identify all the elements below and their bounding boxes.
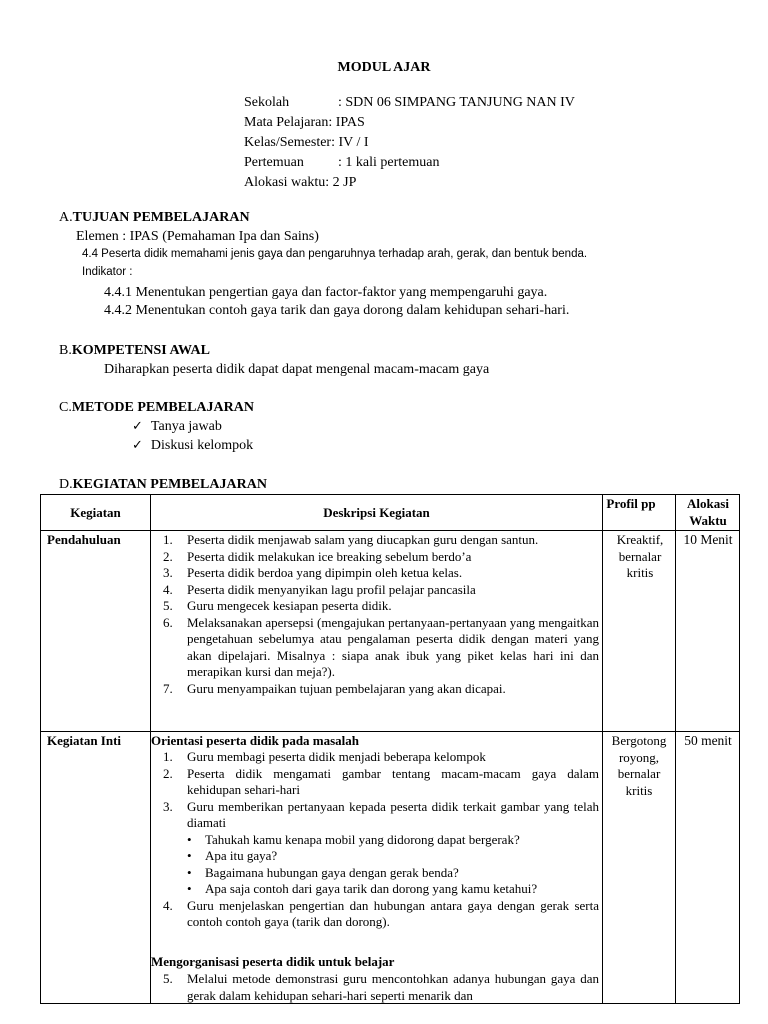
section-letter: C.: [59, 400, 72, 415]
info-label: Pertemuan: [244, 155, 304, 170]
question-text: Tahukah kamu kenapa mobil yang didorong dapat bergerak?: [205, 831, 520, 847]
section-title: KEGIATAN PEMBELAJARAN: [72, 477, 267, 492]
question-item: • Apa itu gaya?: [187, 848, 278, 863]
indikator-1: 4.4.1 Menentukan pengertian gaya dan factor-faktor yang mempengaruhi gaya.: [104, 285, 548, 300]
pendahuluan-waktu: 10 Menit: [683, 532, 733, 547]
list-item: 1. Peserta didik menjawab salam yang diucapkan guru dengan santun.: [163, 532, 539, 547]
info-label: Sekolah: [244, 95, 290, 110]
section-letter: B.: [59, 343, 72, 358]
header-kegiatan: Kegiatan: [70, 505, 121, 520]
section-title: KOMPETENSI AWAL: [71, 343, 210, 358]
info-label: Mata Pelajaran: [244, 115, 329, 130]
capaian-text: 4.4 Peserta didik memahami jenis gaya dan pengaruhnya terhadap arah, gerak, dan bentuk benda.: [82, 248, 588, 260]
kompetensi-awal-text: Diharapkan peserta didik dapat dapat mengenal macam-macam gaya: [104, 362, 490, 377]
list-item: 3. Guru memberikan pertanyaan kepada peserta didik terkait gambar yang telah diamati • Tahukah kamu kenapa mobil yang didorong dapat bergerak? • Apa itu gaya? • Bagaimana hubungan gaya dengan gerak benda? • Apa saja contoh dari gaya tarik dan dorong yang kamu ketahui?: [151, 799, 599, 898]
inti-list: [151, 749, 599, 931]
subheading-orientasi: Orientasi peserta didik pada masalah: [151, 733, 360, 748]
info-row-mapel: [244, 113, 365, 133]
section-b-heading: [59, 342, 210, 359]
list-item-text: Peserta didik menjawab salam yang diucapkan guru dengan santun.: [187, 532, 539, 547]
section-title: METODE PEMBELAJARAN: [71, 400, 254, 415]
pendahuluan-list: [151, 532, 599, 697]
list-item-text: Peserta didik menyanyikan lagu profil pelajar pancasila: [187, 581, 476, 597]
list-item-text: Melalui metode demonstrasi guru mencontohkan adanya hubungan gaya dan gerak dalam kehidupan sehari-hari seperti menarik dan: [187, 971, 599, 1003]
subheading-organisasi: Mengorganisasi peserta didik untuk belajar: [151, 954, 395, 969]
info-label: Alokasi waktu: [244, 175, 326, 190]
list-item-text: Peserta didik melakukan ice breaking sebelum berdo’a: [187, 548, 472, 564]
section-a-heading: [59, 209, 250, 226]
list-item-text: Guru menjelaskan pengertian dan hubungan antara gaya dengan gerak serta contoh contoh gaya (tarik dan dorong).: [187, 897, 599, 929]
list-item-text: Peserta didik mengamati gambar tentang macam-macam gaya dalam kehidupan sehari-hari: [187, 765, 599, 797]
table-divider: [41, 530, 739, 531]
metode-item: [132, 437, 253, 454]
inti-waktu: 50 menit: [684, 733, 732, 748]
question-item: • Tahukah kamu kenapa mobil yang didorong dapat bergerak?: [187, 831, 520, 847]
indikator-label: Indikator :: [82, 266, 133, 278]
list-item: 4. Guru menjelaskan pengertian dan hubungan antara gaya dengan gerak serta contoh contoh gaya (tarik dan dorong).: [163, 897, 599, 929]
metode-label: Tanya jawab: [150, 419, 222, 434]
kegiatan-table: [40, 494, 740, 1004]
info-value: : 1 kali pertemuan: [338, 155, 440, 170]
header-alokasi: Alokasi Waktu: [687, 496, 729, 528]
list-item: 6. Melaksanakan apersepsi (mengajukan pertanyaan-pertanyaan yang mengaitkan pengetahuan sebelumya atau pengalaman peserta didik dengan materi yang akan dipelajari. Misalnya : siapa anak ibuk yang piket kelas hari ini dan merapikan kursi dan meja?).: [163, 614, 599, 679]
info-row-sekolah: [244, 93, 575, 113]
pendahuluan-profil: Kreaktif, bernalar kritis: [616, 532, 664, 580]
list-item: 1. Guru membagi peserta didik menjadi beberapa kelompok: [163, 749, 486, 764]
metode-label: Diskusi kelompok: [150, 438, 254, 453]
table-divider: [41, 731, 739, 732]
info-label: Kelas/Semester: [244, 135, 332, 150]
table-divider: [675, 495, 676, 1003]
question-text: Apa itu gaya?: [205, 848, 278, 863]
list-item: 7. Guru menyampaikan tujuan pembelajaran yang akan dicapai.: [163, 680, 506, 696]
question-text: Apa saja contoh dari gaya tarik dan dorong yang kamu ketahui?: [205, 881, 538, 896]
info-row-kelas: [244, 133, 369, 153]
header-profil: Profil pp: [606, 496, 656, 511]
list-item-text: Guru memberikan pertanyaan kepada peserta didik terkait gambar yang telah diamati: [187, 798, 599, 830]
list-item: 5. Guru mengecek kesiapan peserta didik.: [163, 598, 392, 613]
section-title: TUJUAN PEMBELAJARAN: [72, 210, 250, 225]
info-value: : IPAS: [328, 115, 365, 130]
list-item-text: Guru mengecek kesiapan peserta didik.: [187, 598, 392, 613]
check-icon: ✓: [132, 438, 143, 453]
list-item: 2. Peserta didik mengamati gambar tentang macam-macam gaya dalam kehidupan sehari-hari: [163, 765, 599, 797]
list-item-text: Guru menyampaikan tujuan pembelajaran yang akan dicapai.: [187, 680, 506, 696]
info-row-alokasi: [244, 173, 356, 193]
section-letter: A.: [59, 210, 73, 225]
row-label-pendahuluan: Pendahuluan: [47, 532, 121, 547]
question-list: [187, 832, 599, 898]
question-item: • Bagaimana hubungan gaya dengan gerak benda?: [187, 864, 459, 880]
metode-item: [132, 418, 222, 435]
info-row-pertemuan: [244, 153, 439, 173]
question-text: Bagaimana hubungan gaya dengan gerak benda?: [205, 864, 459, 880]
list-item: 2. Peserta didik melakukan ice breaking sebelum berdo’a: [163, 548, 472, 564]
section-d-heading: [59, 476, 267, 493]
question-item: • Apa saja contoh dari gaya tarik dan dorong yang kamu ketahui?: [187, 881, 538, 896]
indikator-2: 4.4.2 Menentukan contoh gaya tarik dan gaya dorong dalam kehidupan sehari-hari.: [104, 303, 570, 318]
info-value: : SDN 06 SIMPANG TANJUNG NAN IV: [338, 95, 575, 110]
document-title: MODUL AJAR: [337, 60, 431, 75]
list-item-text: Guru membagi peserta didik menjadi beberapa kelompok: [187, 749, 486, 764]
section-c-heading: [59, 399, 254, 416]
inti-profil: Bergotong royong, bernalar kritis: [611, 733, 667, 798]
info-value: : IV / I: [331, 135, 369, 150]
check-icon: ✓: [132, 419, 143, 434]
inti-list-2: [151, 971, 599, 1004]
list-item-text: Melaksanakan apersepsi (mengajukan pertanyaan-pertanyaan yang mengaitkan pengetahuan sebelumya atau pengalaman peserta didik dengan materi yang akan dipelajari. Misalnya : siapa anak ibuk yang piket kelas hari ini dan merapikan kursi dan meja?).: [187, 614, 599, 679]
section-letter: D.: [59, 477, 73, 492]
row-label-inti: Kegiatan Inti: [47, 733, 122, 748]
header-deskripsi: Deskripsi Kegiatan: [323, 505, 430, 520]
list-item: 5. Melalui metode demonstrasi guru mencontohkan adanya hubungan gaya dan gerak dalam kehidupan sehari-hari seperti menarik dan: [163, 971, 599, 1003]
elemen-text: Elemen : IPAS (Pemahaman Ipa dan Sains): [76, 229, 319, 244]
info-value: : 2 JP: [325, 175, 357, 190]
list-item: 4. Peserta didik menyanyikan lagu profil pelajar pancasila: [163, 581, 476, 597]
list-item: 3. Peserta didik berdoa yang dipimpin oleh ketua kelas.: [163, 565, 463, 580]
list-item-text: Peserta didik berdoa yang dipimpin oleh ketua kelas.: [187, 565, 463, 580]
